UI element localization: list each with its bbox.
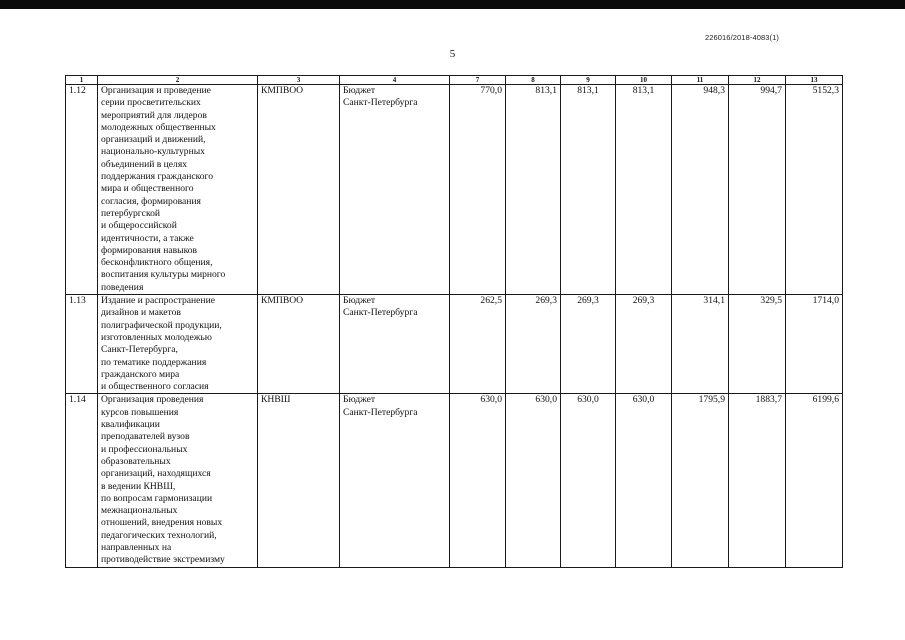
description-line: и общественного согласия: [101, 381, 209, 393]
description-line: объединений в целях: [101, 158, 188, 170]
description-line: квалификации: [101, 419, 160, 431]
scan-top-border: [0, 0, 905, 9]
description-line: и профессиональных: [101, 443, 188, 455]
row-id-cell: 1.13: [66, 295, 98, 394]
row-value-cell: 6199,6: [786, 394, 843, 567]
description-line: национально-культурных: [101, 146, 205, 158]
description-line: образовательных: [101, 455, 171, 467]
row-value-cell: 5152,3: [786, 85, 843, 295]
description-line: противодействие экстремизму: [101, 554, 225, 566]
column-header: 13: [786, 76, 843, 85]
row-funding-source-cell: [340, 85, 450, 295]
row-funding-source-cell: [340, 295, 450, 394]
row-value-cell: 813,1: [616, 85, 672, 295]
description-line: межнациональных: [101, 505, 178, 517]
description-line: курсов повышения: [101, 406, 179, 418]
description-line: идентичности, а также: [101, 232, 194, 244]
description-line: отношений, внедрения новых: [101, 517, 223, 529]
row-value-cell: 269,3: [506, 295, 561, 394]
description-line: серии просветительских: [101, 97, 201, 109]
funding-source-line: Бюджет: [343, 394, 376, 406]
row-value-cell: 630,0: [450, 394, 506, 567]
description-line: в ведении КНВШ,: [101, 480, 176, 492]
row-value-cell: 329,5: [729, 295, 786, 394]
column-header: 9: [561, 76, 616, 85]
column-header: 4: [340, 76, 450, 85]
column-header: 7: [450, 76, 506, 85]
row-value-cell: 994,7: [729, 85, 786, 295]
funding-source-line: Санкт-Петербурга: [343, 406, 418, 418]
row-description-cell: [98, 295, 258, 394]
table-row: [66, 394, 843, 567]
description-line: Организация и проведение: [101, 85, 211, 96]
description-line: преподавателей вузов: [101, 431, 190, 443]
row-executor-cell: КМПВОО: [258, 85, 340, 295]
table-row: [66, 85, 843, 295]
row-value-cell: 770,0: [450, 85, 506, 295]
row-value-cell: 630,0: [506, 394, 561, 567]
description-line: Санкт-Петербурга,: [101, 344, 178, 356]
column-header: 2: [98, 76, 258, 85]
description-line: по вопросам гармонизации: [101, 492, 213, 504]
description-line: бесконфликтного общения,: [101, 257, 213, 269]
table-row: [66, 295, 843, 394]
description-line: и общероссийской: [101, 220, 177, 232]
description-line: по тематике поддержания: [101, 356, 207, 368]
funding-source-line: Санкт-Петербурга: [343, 307, 418, 319]
row-value-cell: 813,1: [506, 85, 561, 295]
row-value-cell: 314,1: [672, 295, 729, 394]
description-line: организаций, находящихся: [101, 468, 211, 480]
description-line: молодежных общественных: [101, 121, 216, 133]
description-line: согласия, формирования: [101, 195, 201, 207]
page-number: 5: [449, 48, 456, 60]
column-header: 12: [729, 76, 786, 85]
description-line: поведения: [101, 281, 144, 293]
row-id-cell: 1.14: [66, 394, 98, 567]
funding-source-line: Санкт-Петербурга: [343, 97, 418, 109]
description-line: направленных на: [101, 541, 172, 553]
description-line: поддержания гражданского: [101, 171, 214, 183]
row-funding-source-cell: [340, 394, 450, 567]
row-value-cell: 269,3: [561, 295, 616, 394]
row-value-cell: 630,0: [616, 394, 672, 567]
description-line: изготовленных молодежью: [101, 331, 212, 343]
description-line: дизайнов и макетов: [101, 307, 181, 319]
column-header: 10: [616, 76, 672, 85]
funding-source-line: Бюджет: [343, 295, 376, 307]
description-line: мероприятий для лидеров: [101, 109, 207, 121]
description-line: мира и общественного: [101, 183, 194, 195]
row-value-cell: 813,1: [561, 85, 616, 295]
row-executor-cell: КМПВОО: [258, 295, 340, 394]
row-value-cell: 262,5: [450, 295, 506, 394]
row-value-cell: 630,0: [561, 394, 616, 567]
description-line: педагогических технологий,: [101, 529, 217, 541]
row-executor-cell: КНВШ: [258, 394, 340, 567]
description-line: Организация проведения: [101, 394, 204, 406]
description-line: формирования навыков: [101, 244, 198, 256]
description-line: гражданского мира: [101, 368, 180, 380]
row-value-cell: 269,3: [616, 295, 672, 394]
row-description-cell: [98, 394, 258, 567]
description-line: петербургской: [101, 207, 161, 219]
document-number: 226016/2018-4083(1): [704, 33, 779, 42]
description-line: воспитания культуры мирного: [101, 269, 226, 281]
column-header: 3: [258, 76, 340, 85]
row-value-cell: 948,3: [672, 85, 729, 295]
description-line: полиграфической продукции,: [101, 319, 222, 331]
column-number-row: [66, 76, 843, 85]
description-line: Издание и распространение: [101, 295, 215, 307]
column-header: 8: [506, 76, 561, 85]
program-table: [65, 75, 843, 568]
row-value-cell: 1714,0: [786, 295, 843, 394]
row-description-cell: [98, 85, 258, 295]
column-header: 1: [66, 76, 98, 85]
row-value-cell: 1795,9: [672, 394, 729, 567]
row-value-cell: 1883,7: [729, 394, 786, 567]
funding-source-line: Бюджет: [343, 85, 376, 96]
description-line: организаций и движений,: [101, 134, 206, 146]
row-id-cell: 1.12: [66, 85, 98, 295]
column-header: 11: [672, 76, 729, 85]
